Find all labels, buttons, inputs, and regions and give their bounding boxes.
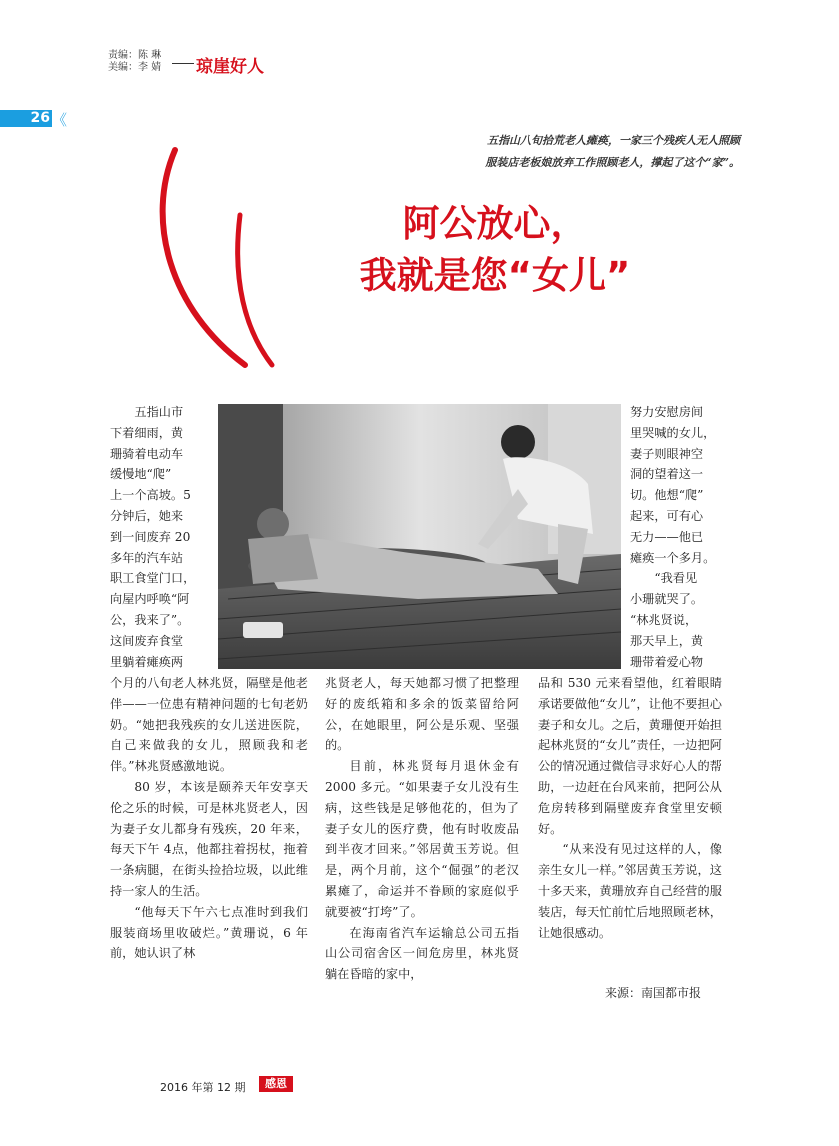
title-line-1: 阿公放心， <box>402 202 588 245</box>
paragraph: 兆贤老人，每天她都习惯了把整理好的废纸箱和多余的饭菜留给阿公，在她眼里，阿公是乐观、坚强的。 <box>325 676 519 753</box>
paragraph: 在海南省汽车运输总公司五指山公司宿舍区一间危房里，林兆贤躺在昏暗的家中， <box>325 925 519 982</box>
col3-line: 小珊就哭了。 <box>630 592 704 607</box>
column-3-top <box>630 402 722 672</box>
editor-line: 责编：陈 琳 <box>108 50 162 61</box>
lead-paragraph <box>300 130 740 174</box>
lead-line-1: 五指山八旬拾荒老人瘫痪，一家三个残疾人无人照顾 <box>487 134 740 147</box>
paragraph: 个月的八旬老人林兆贤，隔壁是他老伴——一位患有精神问题的七旬老奶奶。“她把我残疾的女儿送进医院，自己来做我的女儿，照顾我和老伴。”林兆贤感激地说。 <box>110 676 308 774</box>
column-name: 琼崖好人 <box>196 57 264 77</box>
header-rule <box>172 63 194 64</box>
paragraph: 目前，林兆贤每月退休金有 2000 多元。“如果妻子女儿没有生病，这些钱是足够他花的，但为了妻子女儿的医疗费，他有时收废品到半夜才回来。”邻居黄玉芳说。但是，两个月前，这个“倔强”的老汉累瘫了，命运并不眷顾的家庭似乎就要被“打垮”了。 <box>325 759 519 919</box>
col1-line: 缓慢地“爬” <box>110 467 172 482</box>
lead-line-2: 服装店老板娘放弃工作照顾老人，撑起了这个“家”。 <box>485 156 740 169</box>
col3-line: “我看见 <box>654 571 698 586</box>
col1-line: 里躺着瘫痪两 <box>110 654 184 669</box>
col3-line: 无力——他已 <box>630 529 704 544</box>
col1-line: 这间废弃食堂 <box>110 633 184 648</box>
col3-line: 努力安慰房间 <box>630 405 704 419</box>
col3-line: 那天早上，黄 <box>630 633 704 648</box>
column-2-body <box>325 673 519 985</box>
col1-line: 下着细雨，黄 <box>110 425 184 440</box>
paragraph: “他每天下午六七点准时到我们服装商场里收破烂。”黄珊说，6 年前，她认识了林 <box>110 904 308 961</box>
page-number: 26 <box>0 110 52 127</box>
col3-line: 切。他想“爬” <box>630 488 704 503</box>
col3-line: 里哭喊的女儿， <box>630 425 716 440</box>
col1-line: 到一间废弃 20 <box>110 529 191 544</box>
col3-line: “林兆贤说， <box>630 612 698 627</box>
col3-line: 起来，可有心 <box>630 508 704 523</box>
article-title <box>330 198 660 302</box>
magazine-logo: 感恩 <box>259 1076 293 1092</box>
issue-label: 2016 年第 12 期 <box>160 1081 246 1094</box>
column-1-body <box>110 673 308 964</box>
col3-line: 瘫痪一个多月。 <box>630 550 716 565</box>
col1-line: 上一个高坡。5 <box>110 488 191 503</box>
article-photo <box>218 404 621 669</box>
col1-line: 五指山市 <box>134 405 184 419</box>
column-3-body <box>538 673 722 943</box>
editor-credits <box>108 50 161 74</box>
column-1-top <box>110 402 208 672</box>
page-marker: 《 <box>52 111 68 129</box>
paragraph: “从来没有见过这样的人，像亲生女儿一样。”邻居黄玉芳说，这十多天来，黄珊放弃自己经营的服装店，每天忙前忙后地照顾老林，让她很感动。 <box>538 842 722 940</box>
title-line-2: 我就是您“女儿” <box>359 254 631 297</box>
col3-line: 珊带着爱心物 <box>630 654 704 669</box>
paragraph: 80 岁，本该是颐养天年安享天伦之乐的时候，可是林兆贤老人，因为妻子女儿都身有残疾，20 年来，每天下午 4点，他都拄着拐杖，拖着一条病腿，在街头捡拾垃圾，以此维持一家人的生活。 <box>110 779 308 898</box>
col1-line: 珊骑着电动车 <box>110 446 184 461</box>
designer-line: 美编：李 婧 <box>108 62 162 73</box>
col3-line: 妻子则眼神空 <box>630 446 704 461</box>
col1-line: 向屋内呼唤“阿 <box>110 592 190 607</box>
decorative-arcs <box>140 140 280 370</box>
col1-line: 职工食堂门口， <box>110 571 196 586</box>
col1-line: 公，我来了”。 <box>110 612 190 627</box>
col1-line: 多年的汽车站 <box>110 550 184 565</box>
article-source: 来源：南国都市报 <box>605 986 702 1000</box>
paragraph: 品和 530 元来看望他，红着眼睛承诺要做他“女儿”，让他不要担心妻子和女儿。之后，黄珊便开始担起林兆贤的“女儿”责任，一边把阿公的情况通过微信寻求好心人的帮助，一边赶在台风来前，把阿公从危房转移到隔壁废弃食堂里安顿好。 <box>538 676 722 836</box>
col1-line: 分钟后，她来 <box>110 508 184 523</box>
col3-line: 洞的望着这一 <box>630 467 704 482</box>
